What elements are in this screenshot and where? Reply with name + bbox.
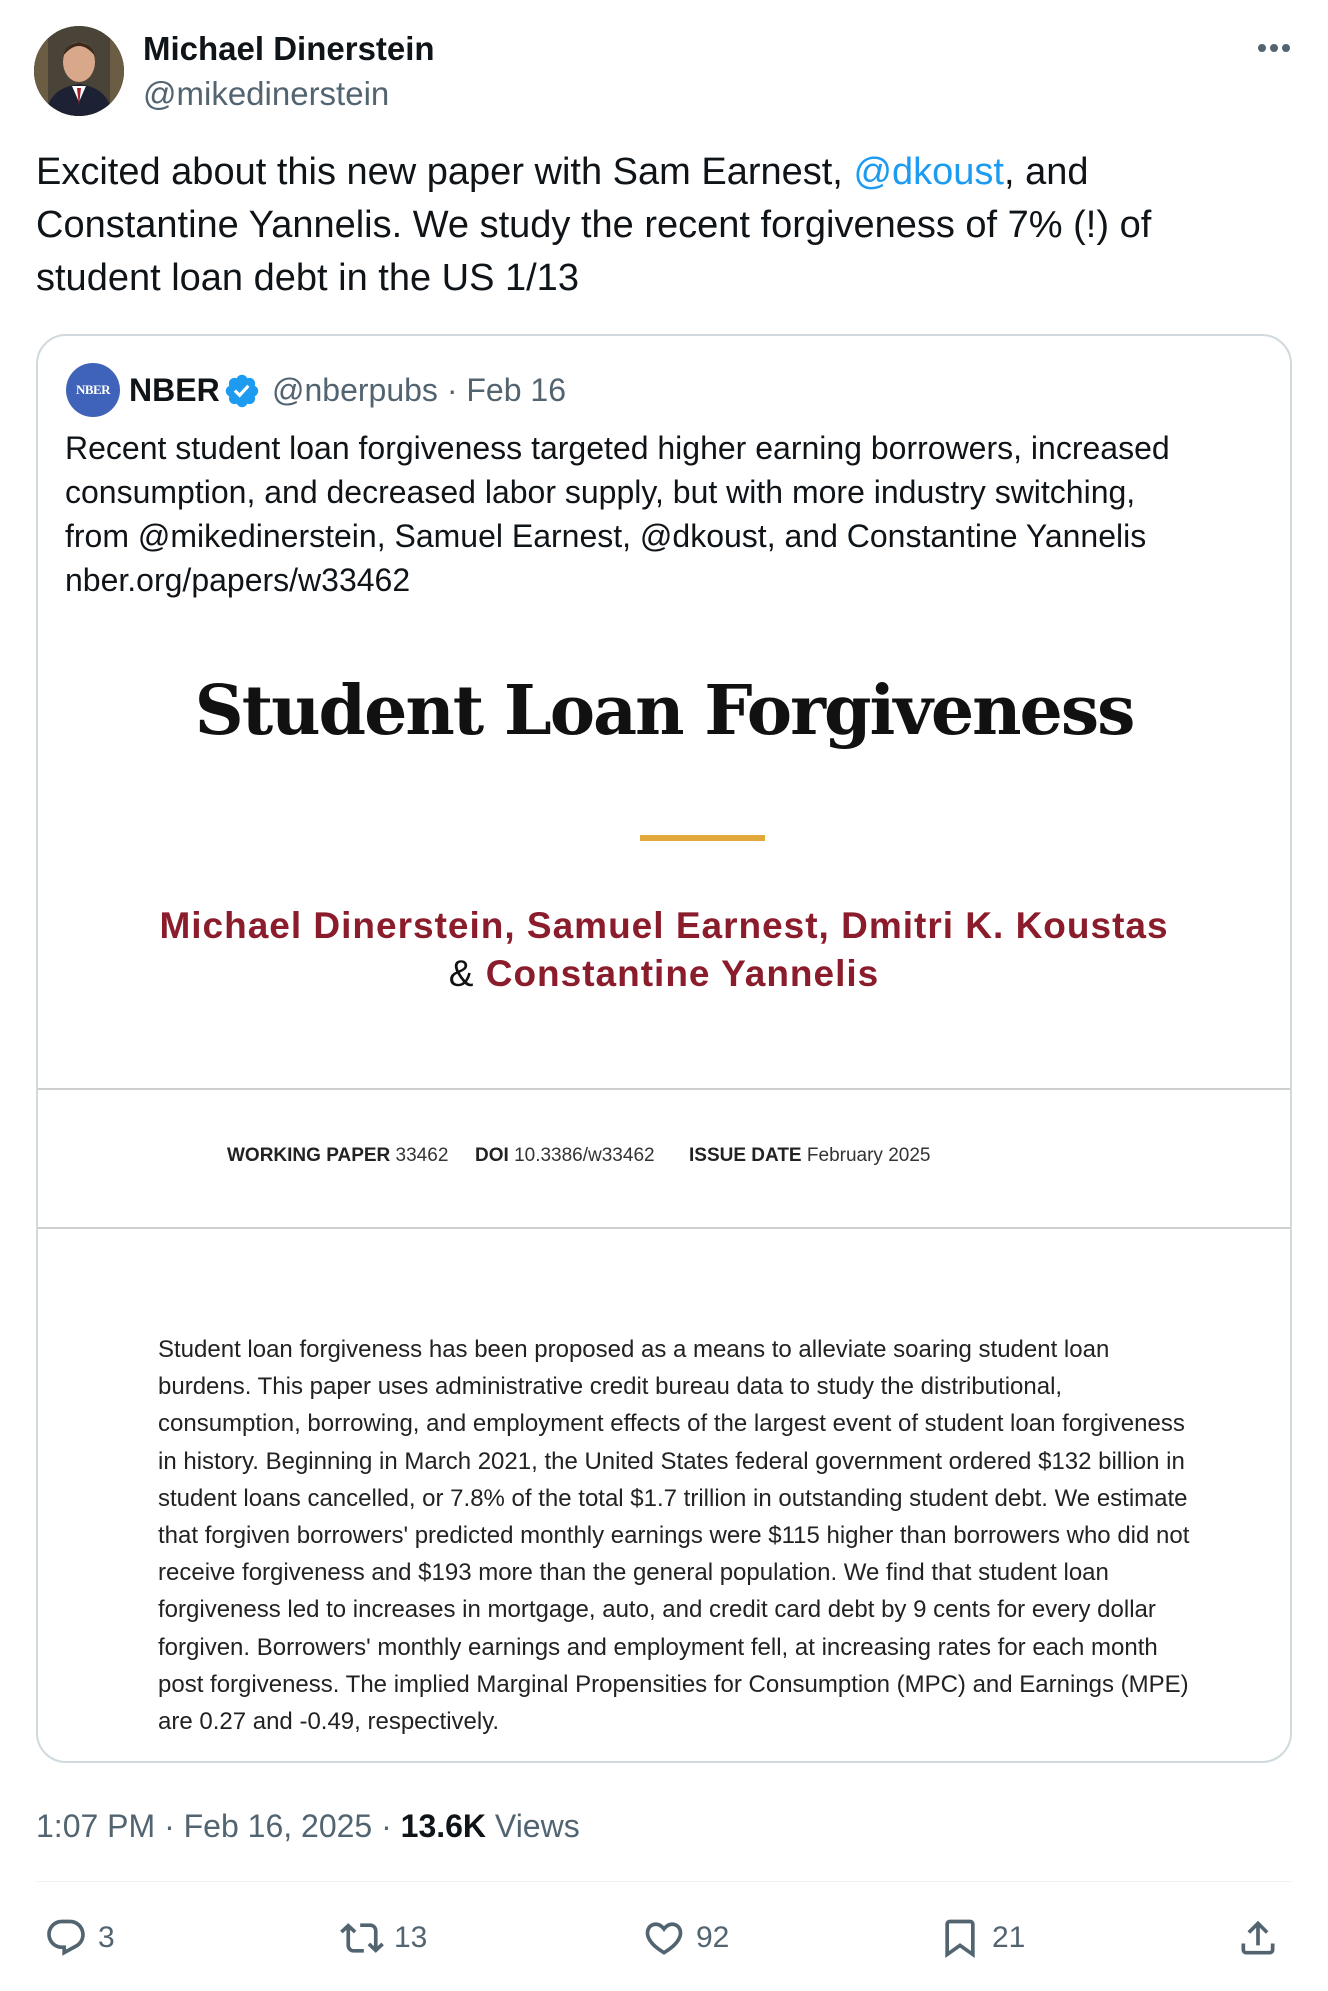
gold-divider (640, 835, 765, 841)
repost-count: 13 (394, 1921, 428, 1954)
verified-badge-icon (223, 372, 261, 410)
quoted-link[interactable]: nber.org/papers/w33462 (65, 562, 411, 598)
abstract-line: Student loan forgiveness has been proposed as a means to alleviate soaring student loan (158, 1336, 1110, 1363)
paper-authors (38, 902, 1290, 998)
avatar-photo (34, 26, 124, 116)
paper-abstract (158, 1331, 1218, 1740)
issue-date-label: ISSUE DATE (689, 1145, 802, 1166)
abstract-line: are 0.27 and -0.49, respectively. (158, 1708, 500, 1736)
abstract-line: forgiven. Borrowers' monthly earnings and employment fell, at increasing rates for each month (158, 1633, 1158, 1661)
tweet-text-part1: Excited about this new paper with Sam Earnest, (36, 151, 854, 193)
more-options-button[interactable] (1246, 24, 1302, 72)
tweet-text (36, 146, 1276, 305)
reply-button[interactable] (44, 1915, 115, 1961)
share-icon (1236, 1916, 1280, 1960)
working-paper-meta (227, 1144, 448, 1168)
repost-button[interactable] (340, 1915, 427, 1961)
abstract-line: burdens. This paper uses administrative credit bureau data to study the distributional, (158, 1373, 1063, 1401)
quoted-text-line: Recent student loan forgiveness targeted higher earning borrowers, increased (65, 430, 1170, 466)
abstract-line: receive forgiveness and $193 more than the general population. We find that student loan (158, 1559, 1109, 1587)
authors-ampersand: & (448, 953, 475, 994)
repost-icon (340, 1916, 384, 1960)
more-dots-icon (1246, 24, 1302, 72)
tweet-timestamp[interactable] (36, 1805, 580, 1847)
working-paper-label: WORKING PAPER (227, 1145, 391, 1166)
paper-authors-line2: Constantine Yannelis (485, 953, 880, 994)
quoted-tweet-text (65, 426, 1275, 602)
footer-divider (36, 1881, 1292, 1882)
paper-divider-bottom (38, 1227, 1290, 1229)
working-paper-value: 33462 (395, 1145, 449, 1166)
like-count: 92 (696, 1921, 730, 1954)
abstract-line: in history. Beginning in March 2021, the United States federal government ordered $132 billion in (158, 1447, 1185, 1475)
views-label: Views (486, 1808, 580, 1844)
paper-divider-top (38, 1088, 1290, 1090)
abstract-line: that forgiven borrowers' predicted monthly earnings were $115 higher than borrowers who did not (158, 1522, 1190, 1550)
bookmark-button[interactable] (938, 1915, 1025, 1961)
author-display-name[interactable]: Michael Dinerstein (143, 30, 435, 67)
quoted-display-name[interactable]: NBER (129, 372, 220, 408)
tweet-text-part2: , and Constantine Yannelis. We study the recent forgiveness of 7% (!) of student loan debt in the US 1/13 (36, 151, 1152, 299)
abstract-line: forgiveness led to increases in mortgage, auto, and credit card debt by 9 cents for every dollar (158, 1596, 1156, 1624)
bookmark-icon (938, 1916, 982, 1960)
quoted-handle-date[interactable]: @nberpubs · Feb 16 (272, 372, 566, 408)
abstract-line: consumption, borrowing, and employment effects of the largest event of student loan forgiveness (158, 1410, 1185, 1438)
issue-date-meta (689, 1144, 930, 1168)
quoted-text-line: from @mikedinerstein, Samuel Earnest, @dkoust, and Constantine Yannelis (65, 518, 1147, 554)
heart-icon (642, 1916, 686, 1960)
abstract-line: student loans cancelled, or 7.8% of the total $1.7 trillion in outstanding student debt. We estimate (158, 1484, 1188, 1512)
reply-count: 3 (98, 1921, 115, 1954)
bookmark-count: 21 (992, 1921, 1026, 1954)
quoted-text-line: consumption, and decreased labor supply, but with more industry switching, (65, 474, 1136, 510)
time-date[interactable]: 1:07 PM · Feb 16, 2025 · (36, 1808, 401, 1844)
quoted-tweet-card[interactable] (36, 334, 1292, 1763)
mention-link[interactable]: @dkoust (853, 151, 1004, 193)
doi-meta (475, 1144, 655, 1168)
abstract-line: post forgiveness. The implied Marginal Propensities for Consumption (MPC) and Earnings (MPE) (158, 1670, 1189, 1698)
paper-authors-line1: Michael Dinerstein, Samuel Earnest, Dmitri K. Koustas (159, 905, 1169, 946)
doi-label: DOI (475, 1145, 509, 1166)
author-avatar[interactable] (34, 26, 124, 116)
like-button[interactable] (642, 1915, 729, 1961)
share-button[interactable] (1236, 1915, 1280, 1961)
reply-icon (44, 1916, 88, 1960)
paper-title: Student Loan Forgiveness (194, 671, 1134, 751)
author-handle[interactable]: @mikedinerstein (143, 75, 390, 112)
views-count: 13.6K (400, 1808, 487, 1844)
issue-date-value: February 2025 (806, 1145, 931, 1166)
nber-avatar[interactable]: NBER (66, 363, 120, 417)
doi-value: 10.3386/w33462 (514, 1145, 655, 1166)
